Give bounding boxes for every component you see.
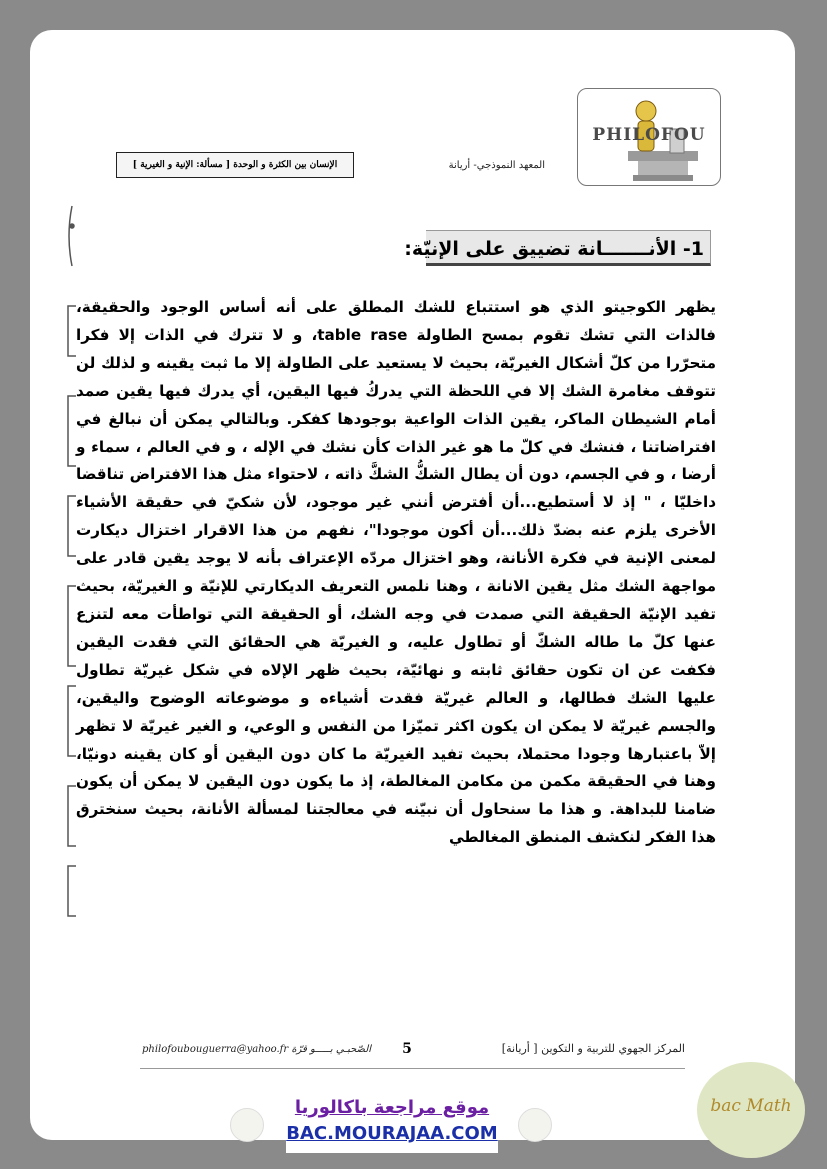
banner-arabic-link[interactable]: موقع مراجعة باكالوريا bbox=[294, 1097, 490, 1118]
footer-author: philofoubouguerra@yahoo.fr الصّحبـي بـــــو قرّة bbox=[142, 1044, 372, 1055]
page-number: 5 bbox=[402, 1041, 412, 1057]
section-title: 1- الأنـــــــانة تضييق على الإنيّة: bbox=[426, 230, 711, 266]
website-banner[interactable] bbox=[286, 1095, 498, 1153]
book-logo-icon bbox=[230, 1108, 264, 1142]
book-logo-icon-right bbox=[518, 1108, 552, 1142]
badge-text: bac Math bbox=[710, 1096, 792, 1116]
banner-latin-link[interactable]: BAC.MOURAJAA.COM bbox=[286, 1123, 498, 1144]
logo-text: PHILOFOU bbox=[592, 125, 706, 145]
body-paragraph: يظهر الكوجيتو الذي هو استتباع للشك المطلق على أنه أساس الوجود والحقيقة، فالذات التي تشك تقوم بمسح الطاولة table rase، و لا تترك في الذات إلا فكرا متحرّرا من كلّ أشكال الغيريّة، بحيث لا يستعيد على الطاولة إلا ما ثبت يقينه و لذلك لن تتوقف مغامرة الشك إلا في اللحظة التي يدركُ فيها اليقين، أي يدرك فيها يقين صمد أمام الشيطان الماكر، يقين الذات الواعية بوجودها كفكر. وبالتالي يمكن أن نبالغ في افتراضاتنا ، فنشك في كلّ ما هو غير الذات كأن نشك في الإله ، و في العالم ، سماء و أرضا ، و في الجسم، دون أن يطال الشكُّ الشكَّ ذاته ، لاحتواء مثل هذا الافتراض تناقضا داخليّا ، " إذ لا أستطيع...أن أفترض أنني غير موجود، لأن شكيّ في حقيقة الأشياء الأخرى يلزم عنه بضدّ ذلك...أن أكون موجودا"، نفهم من هذا الاقرار اختزال ديكارت لمعنى الإنية في فكرة الأنانة، وهو اختزال مردّه الإعتراف بأنه لا يوجد يقين قادر على مواجهة الشك مثل يقين الانانة ، وهنا نلمس التعريف الديكارتي للإنيّة و الغيريّة، بحيث تفيد الإنيّة الحقيقة التي صمدت في وجه الشك، أو الحقيقة التي تواطأت معه لتنزع عنها كلّ ما طاله الشكّ أو تطاول عليه، و الغيريّة هي الحقائق التي فقدت اليقين فكفت عن ان تكون حقائق ثابته و نهائيّة، بحيث ظهر الإلاه في شكل غيريّة تطاول عليها الشك فطالها، و العالم غيريّة فقدت أشياءه و موضوعاته الوضوح واليقين، والجسم غيريّة لا يمكن ان يكون اكثر تميّزا من النفس و الوعي، و الغير غيريّة لا تظهر إلاّ باعتبارها وجودا محتملا، بحيث تفيد الغيريّة ما كان دون اليقين أو كان يقينه دونيّا، وهنا في الحقيقة مكمن من مكامن المغالطة، إذ ما يكون دون اليقين لا يمكن أن يكون ضامنا للبداهة. و هذا ما سنحاول أن نبيّنه في معالجتنا لمسألة الأنانة، بحيث سنخترق هذا الفكر لنكشف المنطق المغالطي bbox=[76, 298, 716, 847]
footer-center-name: المركز الجهوي للتربية و التكوين [ أريانة] bbox=[501, 1042, 685, 1055]
topic-box: الإنسان بين الكثرة و الوحدة [ مسألة: الإنية و الغيرية ] bbox=[116, 152, 354, 178]
footer-divider bbox=[140, 1068, 685, 1069]
school-name: المعهد النموذجي- أريانة bbox=[448, 160, 545, 171]
philofou-logo bbox=[577, 88, 721, 186]
bac-math-badge bbox=[697, 1062, 805, 1158]
